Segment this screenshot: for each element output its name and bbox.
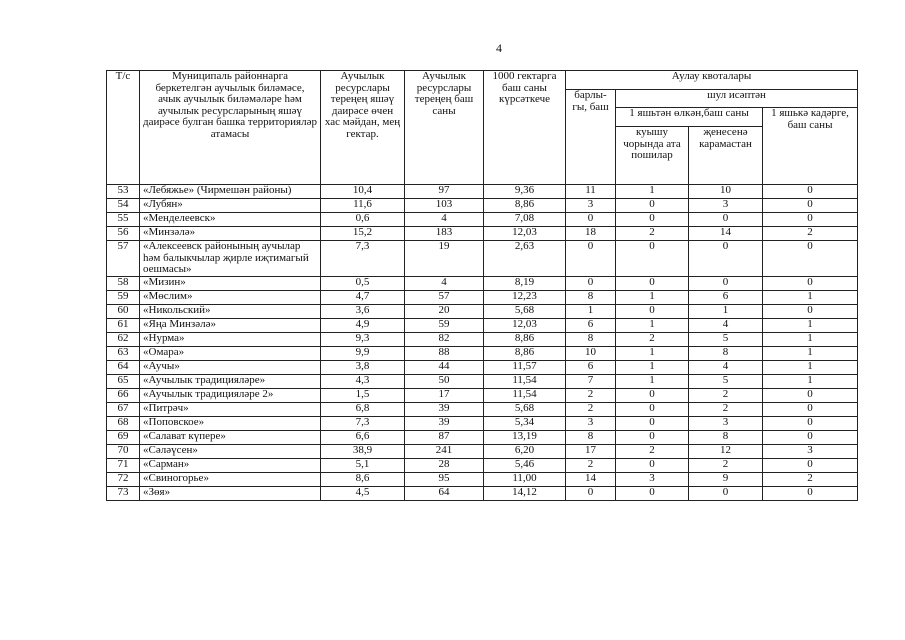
header-area: Аучылык ресурслары тереңең яшәү даирәсе өчен хас мәйдан, мең гектар. xyxy=(321,71,405,185)
row-regardless: 0 xyxy=(689,276,763,290)
row-area: 10,4 xyxy=(321,185,405,199)
row-number: 57 xyxy=(107,241,140,277)
header-name: Муниципаль районнарга беркетелгән аучылык биләмәсе, ачык аучылык биләмәләре һәм аучылык ресурсларының яшәү даирәсе булган башка территорияләр атамасы xyxy=(140,71,321,185)
header-males: куышу чорында ата пошилар xyxy=(616,127,689,185)
table-row xyxy=(107,213,858,227)
row-under-one: 0 xyxy=(763,416,858,430)
row-area: 8,6 xyxy=(321,472,405,486)
row-total: 18 xyxy=(566,227,616,241)
row-name: «Менделеевск» xyxy=(140,213,321,227)
row-area: 0,6 xyxy=(321,213,405,227)
page-number: 4 xyxy=(496,41,502,55)
row-area: 0,5 xyxy=(321,276,405,290)
row-males: 0 xyxy=(616,304,689,318)
row-regardless: 6 xyxy=(689,290,763,304)
row-count: 241 xyxy=(405,444,484,458)
row-name: «Сәләүсен» xyxy=(140,444,321,458)
table-body xyxy=(107,185,858,501)
row-density: 8,19 xyxy=(484,276,566,290)
row-number: 70 xyxy=(107,444,140,458)
table-row xyxy=(107,318,858,332)
row-under-one: 0 xyxy=(763,213,858,227)
row-area: 4,9 xyxy=(321,318,405,332)
row-density: 13,19 xyxy=(484,430,566,444)
row-density: 11,00 xyxy=(484,472,566,486)
row-density: 5,68 xyxy=(484,304,566,318)
row-name: «Нурма» xyxy=(140,332,321,346)
header-quota: Аулау квоталары xyxy=(566,71,858,90)
row-count: 82 xyxy=(405,332,484,346)
row-males: 0 xyxy=(616,276,689,290)
row-area: 4,7 xyxy=(321,290,405,304)
row-total: 2 xyxy=(566,388,616,402)
row-under-one: 1 xyxy=(763,332,858,346)
row-regardless: 2 xyxy=(689,388,763,402)
row-name: «Поповское» xyxy=(140,416,321,430)
row-name: «Питрәч» xyxy=(140,402,321,416)
table-row xyxy=(107,241,858,277)
row-name: «Зөя» xyxy=(140,486,321,500)
row-density: 11,57 xyxy=(484,360,566,374)
row-regardless: 3 xyxy=(689,199,763,213)
row-total: 10 xyxy=(566,346,616,360)
row-name: «Свиногорье» xyxy=(140,472,321,486)
row-under-one: 0 xyxy=(763,304,858,318)
row-number: 61 xyxy=(107,318,140,332)
row-males: 0 xyxy=(616,486,689,500)
row-regardless: 8 xyxy=(689,346,763,360)
row-density: 8,86 xyxy=(484,199,566,213)
row-number: 53 xyxy=(107,185,140,199)
row-regardless: 1 xyxy=(689,304,763,318)
row-number: 55 xyxy=(107,213,140,227)
row-count: 95 xyxy=(405,472,484,486)
row-regardless: 0 xyxy=(689,486,763,500)
table-row xyxy=(107,227,858,241)
table-row xyxy=(107,472,858,486)
row-regardless: 3 xyxy=(689,416,763,430)
row-number: 64 xyxy=(107,360,140,374)
row-name: «Омара» xyxy=(140,346,321,360)
row-count: 103 xyxy=(405,199,484,213)
header-count: Аучылык ресурслары тереңең баш саны xyxy=(405,71,484,185)
row-count: 39 xyxy=(405,402,484,416)
header-including: шул исәптән xyxy=(616,90,858,108)
row-count: 28 xyxy=(405,458,484,472)
row-males: 1 xyxy=(616,318,689,332)
row-males: 1 xyxy=(616,185,689,199)
row-name: «Алексеевск районының аучылар һәм балыкчылар җирле иҗтимагый оешмасы» xyxy=(140,241,321,277)
row-area: 11,6 xyxy=(321,199,405,213)
row-regardless: 5 xyxy=(689,332,763,346)
table-row xyxy=(107,332,858,346)
row-name: «Аучылык традицияләре» xyxy=(140,374,321,388)
table-row xyxy=(107,458,858,472)
row-area: 1,5 xyxy=(321,388,405,402)
row-under-one: 2 xyxy=(763,227,858,241)
row-total: 0 xyxy=(566,276,616,290)
row-regardless: 2 xyxy=(689,402,763,416)
row-density: 5,34 xyxy=(484,416,566,430)
row-density: 6,20 xyxy=(484,444,566,458)
row-density: 2,63 xyxy=(484,241,566,277)
row-name: «Сарман» xyxy=(140,458,321,472)
row-males: 0 xyxy=(616,430,689,444)
table-row xyxy=(107,374,858,388)
row-total: 0 xyxy=(566,241,616,277)
row-total: 8 xyxy=(566,332,616,346)
row-number: 67 xyxy=(107,402,140,416)
row-total: 17 xyxy=(566,444,616,458)
row-count: 17 xyxy=(405,388,484,402)
header-density: 1000 гектарга баш саны күрсәткече xyxy=(484,71,566,185)
row-density: 12,03 xyxy=(484,227,566,241)
row-count: 183 xyxy=(405,227,484,241)
row-males: 0 xyxy=(616,458,689,472)
row-under-one: 3 xyxy=(763,444,858,458)
row-regardless: 2 xyxy=(689,458,763,472)
table-row xyxy=(107,444,858,458)
row-area: 7,3 xyxy=(321,241,405,277)
row-name: «Мөслим» xyxy=(140,290,321,304)
row-count: 4 xyxy=(405,213,484,227)
table-row xyxy=(107,290,858,304)
row-under-one: 1 xyxy=(763,374,858,388)
table-row xyxy=(107,276,858,290)
row-area: 15,2 xyxy=(321,227,405,241)
row-males: 0 xyxy=(616,416,689,430)
row-males: 0 xyxy=(616,402,689,416)
row-under-one: 0 xyxy=(763,486,858,500)
row-total: 7 xyxy=(566,374,616,388)
row-regardless: 12 xyxy=(689,444,763,458)
row-count: 87 xyxy=(405,430,484,444)
row-under-one: 0 xyxy=(763,276,858,290)
row-total: 6 xyxy=(566,318,616,332)
row-name: «Салават күпере» xyxy=(140,430,321,444)
row-area: 9,9 xyxy=(321,346,405,360)
row-count: 57 xyxy=(405,290,484,304)
table-row xyxy=(107,486,858,500)
header-total: барлы-гы, баш xyxy=(566,90,616,185)
row-number: 56 xyxy=(107,227,140,241)
row-regardless: 0 xyxy=(689,241,763,277)
row-number: 54 xyxy=(107,199,140,213)
row-count: 39 xyxy=(405,416,484,430)
row-males: 0 xyxy=(616,213,689,227)
row-number: 60 xyxy=(107,304,140,318)
row-under-one: 2 xyxy=(763,472,858,486)
row-count: 19 xyxy=(405,241,484,277)
row-density: 9,36 xyxy=(484,185,566,199)
row-males: 0 xyxy=(616,199,689,213)
row-under-one: 1 xyxy=(763,346,858,360)
row-number: 71 xyxy=(107,458,140,472)
row-area: 5,1 xyxy=(321,458,405,472)
row-number: 66 xyxy=(107,388,140,402)
row-under-one: 0 xyxy=(763,199,858,213)
row-under-one: 0 xyxy=(763,388,858,402)
table-row xyxy=(107,304,858,318)
header-under-one-year: 1 яшькә кадәрге, баш саны xyxy=(763,108,858,185)
row-under-one: 1 xyxy=(763,290,858,304)
row-area: 3,6 xyxy=(321,304,405,318)
row-count: 44 xyxy=(405,360,484,374)
row-density: 12,03 xyxy=(484,318,566,332)
quota-table xyxy=(106,70,858,501)
row-males: 2 xyxy=(616,227,689,241)
row-count: 20 xyxy=(405,304,484,318)
row-density: 11,54 xyxy=(484,388,566,402)
row-under-one: 0 xyxy=(763,241,858,277)
row-total: 8 xyxy=(566,290,616,304)
row-regardless: 4 xyxy=(689,360,763,374)
row-area: 9,3 xyxy=(321,332,405,346)
row-regardless: 0 xyxy=(689,213,763,227)
row-count: 59 xyxy=(405,318,484,332)
row-count: 97 xyxy=(405,185,484,199)
row-name: «Мизин» xyxy=(140,276,321,290)
row-number: 59 xyxy=(107,290,140,304)
table-row xyxy=(107,346,858,360)
row-name: «Аучы» xyxy=(140,360,321,374)
row-number: 72 xyxy=(107,472,140,486)
row-density: 11,54 xyxy=(484,374,566,388)
row-area: 4,5 xyxy=(321,486,405,500)
table-row xyxy=(107,402,858,416)
header-over-one-year: 1 яшьтән өлкән,баш саны xyxy=(616,108,763,127)
row-total: 3 xyxy=(566,199,616,213)
row-density: 8,86 xyxy=(484,346,566,360)
row-name: «Никольский» xyxy=(140,304,321,318)
row-name: «Минзәлә» xyxy=(140,227,321,241)
row-name: «Яңа Минзәлә» xyxy=(140,318,321,332)
row-area: 6,8 xyxy=(321,402,405,416)
row-males: 2 xyxy=(616,444,689,458)
row-under-one: 0 xyxy=(763,458,858,472)
row-density: 14,12 xyxy=(484,486,566,500)
row-area: 6,6 xyxy=(321,430,405,444)
row-number: 58 xyxy=(107,276,140,290)
table-row xyxy=(107,185,858,199)
row-total: 6 xyxy=(566,360,616,374)
row-name: «Лебяжье» (Чирмешән районы) xyxy=(140,185,321,199)
row-area: 38,9 xyxy=(321,444,405,458)
row-males: 1 xyxy=(616,290,689,304)
row-regardless: 14 xyxy=(689,227,763,241)
row-regardless: 9 xyxy=(689,472,763,486)
row-total: 14 xyxy=(566,472,616,486)
row-under-one: 1 xyxy=(763,318,858,332)
row-number: 62 xyxy=(107,332,140,346)
table-row xyxy=(107,416,858,430)
row-density: 7,08 xyxy=(484,213,566,227)
row-regardless: 8 xyxy=(689,430,763,444)
row-total: 2 xyxy=(566,402,616,416)
row-total: 0 xyxy=(566,486,616,500)
row-total: 8 xyxy=(566,430,616,444)
row-males: 0 xyxy=(616,241,689,277)
row-number: 65 xyxy=(107,374,140,388)
row-area: 3,8 xyxy=(321,360,405,374)
row-total: 0 xyxy=(566,213,616,227)
row-under-one: 0 xyxy=(763,430,858,444)
row-under-one: 1 xyxy=(763,360,858,374)
row-density: 8,86 xyxy=(484,332,566,346)
table-row xyxy=(107,199,858,213)
header-regardless-of-sex: җенесенә карамастан xyxy=(689,127,763,185)
row-males: 1 xyxy=(616,360,689,374)
row-males: 1 xyxy=(616,374,689,388)
row-count: 64 xyxy=(405,486,484,500)
row-area: 7,3 xyxy=(321,416,405,430)
table-row xyxy=(107,388,858,402)
row-number: 73 xyxy=(107,486,140,500)
row-name: «Лубян» xyxy=(140,199,321,213)
row-total: 2 xyxy=(566,458,616,472)
row-density: 5,68 xyxy=(484,402,566,416)
row-regardless: 10 xyxy=(689,185,763,199)
row-under-one: 0 xyxy=(763,185,858,199)
header-number: Т/с xyxy=(107,71,140,185)
row-density: 5,46 xyxy=(484,458,566,472)
row-males: 0 xyxy=(616,388,689,402)
row-regardless: 5 xyxy=(689,374,763,388)
row-males: 1 xyxy=(616,346,689,360)
row-count: 50 xyxy=(405,374,484,388)
row-number: 69 xyxy=(107,430,140,444)
row-name: «Аучылык традицияләре 2» xyxy=(140,388,321,402)
row-count: 88 xyxy=(405,346,484,360)
table-row xyxy=(107,430,858,444)
row-males: 3 xyxy=(616,472,689,486)
row-total: 11 xyxy=(566,185,616,199)
row-regardless: 4 xyxy=(689,318,763,332)
row-area: 4,3 xyxy=(321,374,405,388)
row-count: 4 xyxy=(405,276,484,290)
row-under-one: 0 xyxy=(763,402,858,416)
row-number: 63 xyxy=(107,346,140,360)
table-row xyxy=(107,360,858,374)
row-total: 3 xyxy=(566,416,616,430)
row-density: 12,23 xyxy=(484,290,566,304)
row-total: 1 xyxy=(566,304,616,318)
row-males: 2 xyxy=(616,332,689,346)
row-number: 68 xyxy=(107,416,140,430)
